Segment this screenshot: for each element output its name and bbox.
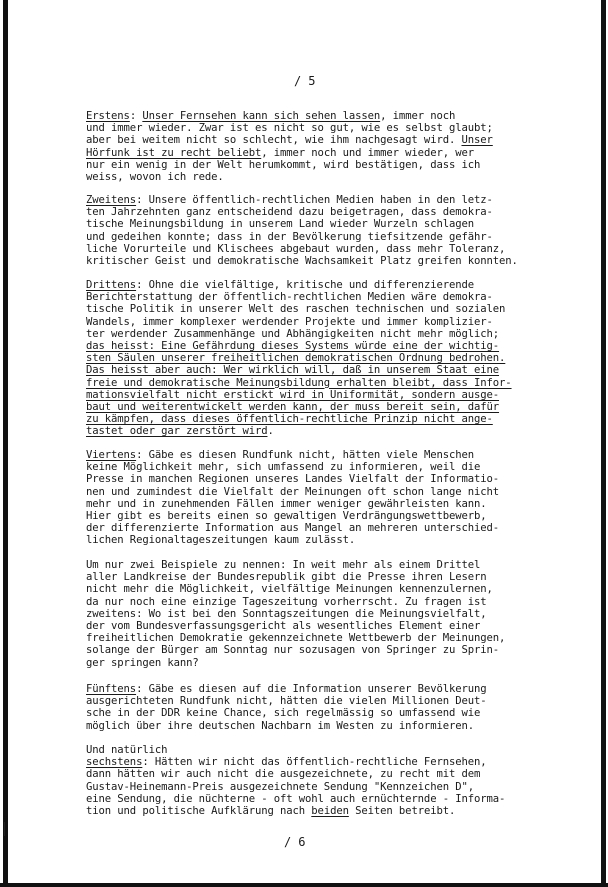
text-line xyxy=(86,571,576,583)
text-run: tische Politik in unserer Welt des raschen technischen und sozialen xyxy=(86,303,506,316)
text-line xyxy=(86,206,576,218)
margin-mark xyxy=(4,822,5,836)
text-run: Wandels, immer komplexer werdender Projekte und immer komplizier- xyxy=(86,315,493,328)
underlined-text: zu kämpfen, dass dieses öffentlich-rechtliche Prinzip nicht ange- xyxy=(86,413,493,426)
text-line xyxy=(86,620,576,632)
text-line xyxy=(86,720,576,732)
paragraph-fuenftens xyxy=(86,683,576,732)
text-run: liche Vorurteile und Klischees abgebaut wurden, dass mehr Toleranz, xyxy=(86,242,506,255)
text-run: nicht mehr die Möglichkeit, vielfältige Meinungen kennenzulernen, xyxy=(86,583,493,596)
text-line xyxy=(86,303,576,315)
text-line xyxy=(86,291,576,303)
text-run: : Gäbe es diesen auf die Information unserer Bevölkerung xyxy=(136,683,487,695)
text-line xyxy=(86,596,576,608)
text-line xyxy=(86,328,576,340)
text-run: keine Möglichkeit mehr, sich umfassend zu informieren, weil die xyxy=(86,461,481,474)
text-line xyxy=(86,352,576,364)
text-run: solange der Bürger am Sonntag nur sozusagen von Springer zu Sprin- xyxy=(86,644,500,657)
text-run: der vom Bundesverfassungsgericht als wesentliches Element einer xyxy=(86,620,481,633)
underlined-text: beiden xyxy=(311,805,349,818)
text-run: dann hätten wir auch nicht die ausgezeichnete, zu recht mit dem xyxy=(86,768,481,781)
underlined-text: das heisst: Eine Gefährdung dieses Systems würde eine der wichtig- xyxy=(86,340,500,353)
text-run: Seiten betreibt. xyxy=(348,805,456,818)
underlined-text: Hörfunk ist zu recht beliebt xyxy=(86,146,262,159)
underlined-text: Unser Fernsehen kann sich sehen lassen xyxy=(142,110,381,122)
text-line xyxy=(86,147,576,159)
text-line xyxy=(86,805,576,817)
text-run: ger springen kann? xyxy=(86,656,199,669)
paragraph-sechstens xyxy=(86,744,576,817)
text-line xyxy=(86,364,576,376)
text-line xyxy=(86,486,576,498)
paragraph-drittens xyxy=(86,279,576,438)
underlined-text: baut und weiterentwickelt werden kann, der muss bereit sein, dafür xyxy=(86,401,500,414)
text-line xyxy=(86,401,576,413)
underlined-text: Viertens xyxy=(86,449,137,461)
text-line xyxy=(86,279,576,291)
text-run: und immer wieder. Zwar ist es nicht so gut, wie es selbst glaubt; xyxy=(86,122,493,135)
text-run: tische Meinungsbildung in unserem Land wieder Wurzeln schlagen xyxy=(86,218,474,231)
text-run: Gustav-Heinemann-Preis ausgezeichnete Sendung "Kennzeichen D", xyxy=(86,780,474,793)
text-line xyxy=(86,243,576,255)
text-run: freiheitlichen Demokratie gekennzeichnete Wettbewerb der Meinungen, xyxy=(86,632,506,645)
text-line xyxy=(86,498,576,510)
text-run: , immer noch xyxy=(380,110,456,122)
text-run: da nur noch eine einzige Tageszeitung vorherrscht. Zu fragen ist xyxy=(86,595,487,608)
paragraph-beispiele xyxy=(86,559,576,669)
underlined-text: Erstens xyxy=(86,110,130,122)
text-run: nen und zumindest die Vielfalt der Meinungen oft schon lange nicht xyxy=(86,485,500,498)
text-run: eine Sendung, die nüchterne - oft wohl auch ernüchternde - Informa- xyxy=(86,792,506,805)
text-line xyxy=(86,461,576,473)
text-line xyxy=(86,122,576,134)
text-line xyxy=(86,644,576,656)
text-line xyxy=(86,110,576,122)
underlined-text: sechstens xyxy=(86,756,143,769)
text-line xyxy=(86,425,576,437)
text-line xyxy=(86,473,576,485)
text-run: möglich über ihre deutschen Nachbarn im Westen zu informieren. xyxy=(86,719,474,732)
text-line xyxy=(86,194,576,206)
text-line xyxy=(86,340,576,352)
text-line xyxy=(86,534,576,546)
page-number-bottom: / 6 xyxy=(284,835,306,849)
text-line xyxy=(86,559,576,571)
text-line xyxy=(86,657,576,669)
paragraph-erstens xyxy=(86,110,576,183)
text-run: lichen Regionaltageszeitungen kaum zulässt. xyxy=(86,534,356,547)
paragraph-zweitens xyxy=(86,194,576,267)
text-run: , immer noch und immer wieder, wer xyxy=(261,146,475,159)
text-line xyxy=(86,316,576,328)
text-run: Hier gibt es bereits einen so gewaltigen Verdrängungswettbewerb, xyxy=(86,510,487,523)
text-run: aber bei weitem nicht so schlecht, wie ihm nachgesagt wird. xyxy=(86,134,462,147)
text-run: zweitens: Wo ist bei den Sonntagszeitungen die Meinungsvielfalt, xyxy=(86,607,487,620)
text-line xyxy=(86,413,576,425)
text-run: Und natürlich xyxy=(86,744,168,756)
text-run: weiss, wovon ich rede. xyxy=(86,171,224,184)
text-line xyxy=(86,608,576,620)
text-run: mehr und in zunehmenden Fällen immer weniger gewährleisten kann. xyxy=(86,497,487,510)
text-line xyxy=(86,768,576,780)
scan-border-right xyxy=(601,0,606,887)
text-run: aller Landkreise der Bundesrepublik gibt die Presse ihren Lesern xyxy=(86,571,487,584)
paragraph-viertens xyxy=(86,449,576,547)
text-run: sche in der DDR keine Chance, sich regelmässig so umfassend wie xyxy=(86,707,481,720)
underlined-text: Fünftens xyxy=(86,683,137,695)
text-line xyxy=(86,744,576,756)
underlined-text: sten Säulen unserer freiheitlichen demokratischen Ordnung bedrohen. xyxy=(86,352,506,365)
text-line xyxy=(86,171,576,183)
text-run: der differenzierte Information aus Mangel an mehreren unterschied- xyxy=(86,522,500,535)
scan-border-left xyxy=(3,0,8,887)
text-line xyxy=(86,377,576,389)
text-line xyxy=(86,449,576,461)
underlined-text: freie und demokratische Meinungsbildung erhalten bleibt, dass Infor- xyxy=(86,376,512,389)
text-run: ausgerichteten Rundfunk nicht, hätten die vielen Millionen Deut- xyxy=(86,695,487,708)
text-run: kritischer Geist und demokratische Wachsamkeit Platz greifen konnten. xyxy=(86,255,518,268)
underlined-text: Drittens xyxy=(86,279,137,291)
text-line xyxy=(86,159,576,171)
text-run: Berichterstattung der öffentlich-rechtlichen Medien wäre demokra- xyxy=(86,291,493,304)
scan-border-bottom xyxy=(0,883,608,887)
page-number-top: / 5 xyxy=(294,74,316,88)
text-line xyxy=(86,793,576,805)
text-line xyxy=(86,695,576,707)
text-line xyxy=(86,231,576,243)
text-line xyxy=(86,389,576,401)
text-line xyxy=(86,522,576,534)
underlined-text: mationsvielfalt nicht erstickt wird in Uniformität, sondern ausge- xyxy=(86,388,500,401)
text-run: ten Jahrzehnten ganz entscheidend dazu beigetragen, dass demokra- xyxy=(86,206,493,219)
text-run: : Hätten wir nicht das öffentlich-rechtliche Fernsehen, xyxy=(142,756,487,769)
text-line xyxy=(86,134,576,146)
text-line xyxy=(86,583,576,595)
text-run: : Unsere öffentlich-rechtlichen Medien haben in den letz- xyxy=(136,194,493,206)
text-run: Um nur zwei Beispiele zu nennen: In weit mehr als einem Drittel xyxy=(86,559,481,571)
text-run: : Ohne die vielfältige, kritische und differenzierende xyxy=(136,279,475,291)
text-line xyxy=(86,510,576,522)
text-run: und gedeihen konnte; dass in der Bevölkerung tiefsitzende gefähr- xyxy=(86,230,493,243)
text-run: : xyxy=(129,110,143,122)
underlined-text: Unser xyxy=(461,134,493,147)
text-line xyxy=(86,707,576,719)
text-line xyxy=(86,632,576,644)
underlined-text: Das heisst aber auch: Wer wirklich will, daß in unserem Staat eine xyxy=(86,364,500,377)
text-run: nur ein wenig in der Welt herumkommt, wird bestätigen, dass ich xyxy=(86,158,481,171)
text-run: Presse in manchen Regionen unseres Landes Vielfalt der Informatio- xyxy=(86,473,500,486)
text-run: . xyxy=(267,425,274,438)
underlined-text: Zweitens xyxy=(86,194,137,206)
text-run: : Gäbe es diesen Rundfunk nicht, hätten viele Menschen xyxy=(136,449,475,461)
text-run: ter werdender Zusammenhänge und Abhängigkeiten nicht mehr möglich; xyxy=(86,327,500,340)
underlined-text: tastet oder gar zerstört wird xyxy=(86,425,268,438)
text-line xyxy=(86,218,576,230)
text-line xyxy=(86,683,576,695)
text-line xyxy=(86,756,576,768)
text-line xyxy=(86,255,576,267)
text-line xyxy=(86,781,576,793)
text-run: tion und politische Aufklärung nach xyxy=(86,805,312,818)
